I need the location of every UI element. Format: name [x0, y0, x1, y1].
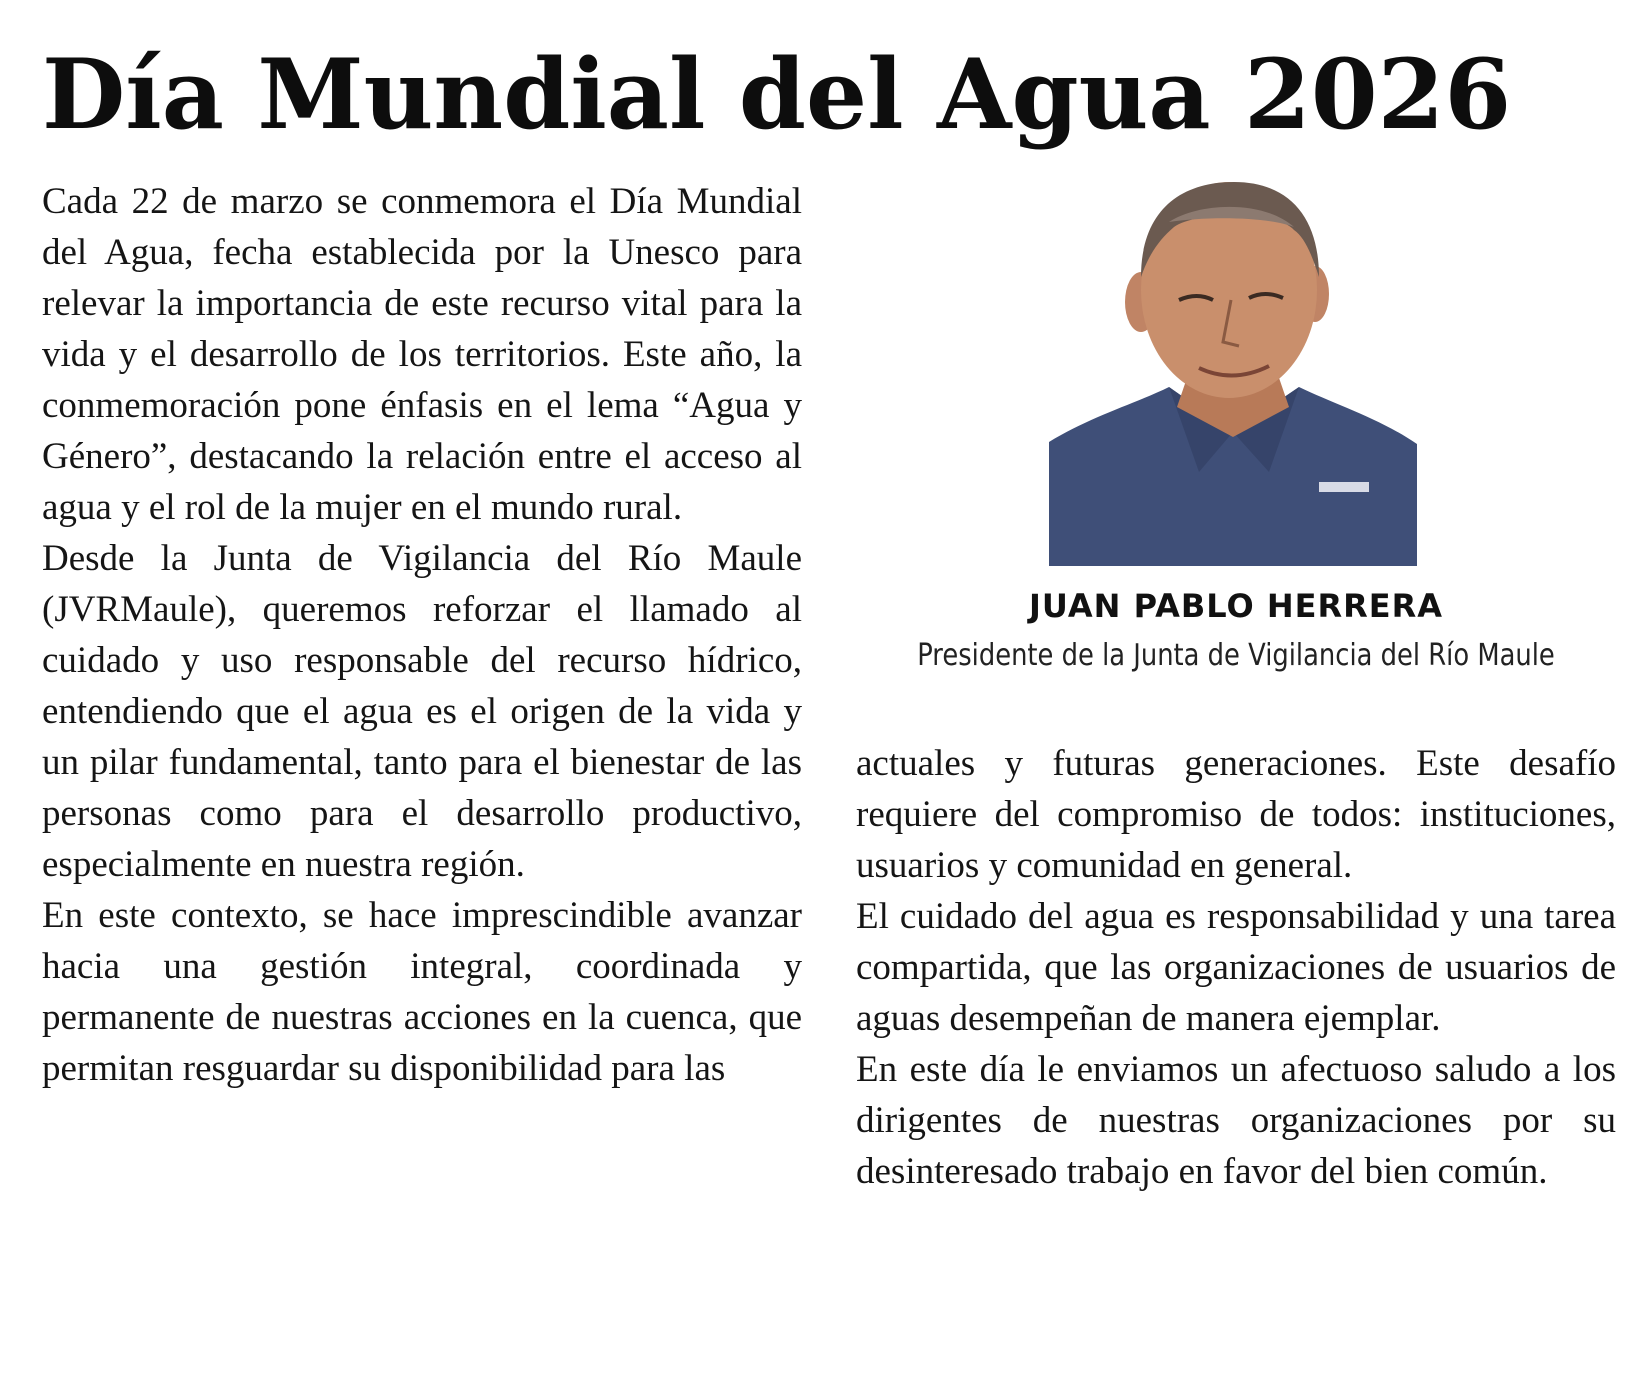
author-portrait-icon	[1049, 182, 1417, 566]
article-left-column	[42, 176, 802, 1094]
author-role: Presidente de la Junta de Vigilancia del Río Maule	[917, 638, 1555, 673]
article-paragraph: actuales y futuras generaciones. Este desafío requiere del compromiso de todos: instituciones, usuarios y comunidad en general.	[856, 743, 1616, 886]
article-paragraph: En este día le enviamos un afectuoso saludo a los dirigentes de nuestras organizaciones por su desinteresado trabajo en favor del bien común.	[856, 1049, 1616, 1192]
article-headline: Día Mundial del Agua 2026	[42, 38, 1512, 151]
article-paragraph: Cada 22 de marzo se conmemora el Día Mundial del Agua, fecha establecida por la Unesco para relevar la importancia de este recurso vital para la vida y el desarrollo de los territorios. Este año, la conmemoración pone énfasis en el lema “Agua y Género”, destacando la relación entre el acceso al agua y el rol de la mujer en el mundo rural.	[42, 181, 802, 528]
author-photo	[1049, 182, 1417, 566]
article-paragraph: Desde la Junta de Vigilancia del Río Maule (JVRMaule), queremos reforzar el llamado al cuidado y uso responsable del recurso hídrico, entendiendo que el agua es el origen de la vida y un pilar fundamental, tanto para el bienestar de las personas como para el desarrollo productivo, especialmente en nuestra región.	[42, 538, 802, 885]
article-right-column	[856, 738, 1616, 1197]
article-paragraph: El cuidado del agua es responsabilidad y una tarea compartida, que las organizaciones de usuarios de aguas desempeñan de manera ejemplar.	[856, 896, 1616, 1039]
article-paragraph: En este contexto, se hace imprescindible avanzar hacia una gestión integral, coordinada y permanente de nuestras acciones en la cuenca, que permitan resguardar su disponibilidad para las	[42, 895, 802, 1089]
author-name: JUAN PABLO HERRERA	[1028, 587, 1444, 625]
